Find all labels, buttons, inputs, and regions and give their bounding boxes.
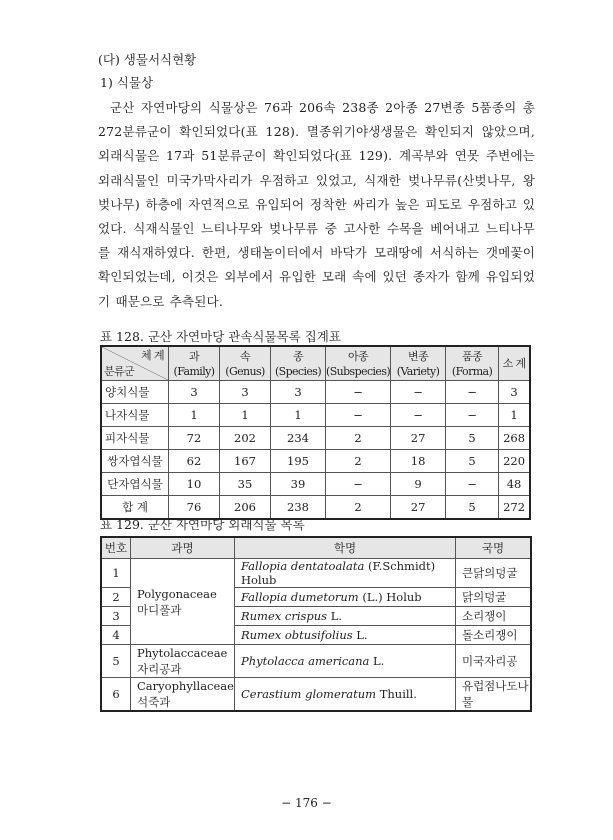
taxon-group-label: 단자엽식물 <box>101 473 169 496</box>
count-cell: 10 <box>169 473 220 496</box>
count-cell: − <box>326 381 391 404</box>
section-heading: (다) 생물서식현황 <box>98 52 197 67</box>
body-paragraph: 군산 자연마당의 식물상은 76과 206속 238종 2아종 27변종 5품종의 총 272분류군이 확인되었다(표 128). 멸종위기야생생물은 확인되지 않았으며, 외래식물은 17과 51분류군이 확인되었다(표 129). 계곡부와 연못 주변에는 외래식물인 미국가막사리가 우점하고 있었고, 식재한 벚나무류(산벚나무, 왕벚나무) 하층에 자연적으로 유입되어 정착한 싸리가 높은 피도로 우점하고 있었다. 식재식물인 느티나무와 벚나무류 중 고사한 수목을 베어내고 느티나무를 재식재하였다. 한편, 생태놀이터에서 바닥가 모래땅에 서식하는 갯메꽃이 확인되었는데, 이것은 외부에서 유입한 모래 속에 있던 종자가 함께 유입되었기 때문으로 추측된다. <box>98 100 535 309</box>
count-cell: − <box>391 404 446 427</box>
table-128 <box>100 345 531 520</box>
page-number: − 176 − <box>281 796 332 810</box>
table-row <box>101 427 530 450</box>
korean-name: 돌소리쟁이 <box>455 626 531 645</box>
scientific-name: Fallopia dumetorum (L.) Holub <box>234 588 455 607</box>
table-row <box>101 381 530 404</box>
korean-name: 유럽점나도나물 <box>455 678 531 712</box>
table-129-caption: 표 129. 군산 자연마당 외래식물 목록 <box>100 517 305 532</box>
count-cell: 2 <box>326 496 391 520</box>
count-cell: 206 <box>220 496 271 520</box>
count-cell: 39 <box>271 473 326 496</box>
count-cell: 2 <box>326 450 391 473</box>
header-number: 번호 <box>101 537 131 559</box>
table-129 <box>100 536 532 712</box>
family-cell: Polygonaceae 마디풀과 <box>131 559 235 645</box>
count-cell: 272 <box>499 496 530 520</box>
table-header-row <box>101 537 531 559</box>
count-cell: 5 <box>446 427 499 450</box>
count-cell: 3 <box>499 381 530 404</box>
taxon-group-label: 나자식물 <box>101 404 169 427</box>
header-forma: 품종 (Forma) <box>446 346 499 381</box>
count-cell: 62 <box>169 450 220 473</box>
table-row <box>101 559 531 588</box>
corner-cell <box>101 346 169 381</box>
table-header-row <box>101 346 530 381</box>
header-scientific-name: 학명 <box>234 537 455 559</box>
corner-bottom-label: 분류군 <box>104 365 135 378</box>
count-cell: 5 <box>446 496 499 520</box>
count-cell: 167 <box>220 450 271 473</box>
row-number: 3 <box>101 607 131 626</box>
row-number: 6 <box>101 678 131 712</box>
count-cell: − <box>326 404 391 427</box>
table-128-caption: 표 128. 군산 자연마당 관속식물목록 집계표 <box>100 329 341 344</box>
row-number: 1 <box>101 559 131 588</box>
count-cell: 35 <box>220 473 271 496</box>
count-cell: 1 <box>499 404 530 427</box>
count-cell: 76 <box>169 496 220 520</box>
corner-top-label: 체 계 <box>141 349 164 362</box>
count-cell: 18 <box>391 450 446 473</box>
count-cell: 220 <box>499 450 530 473</box>
taxon-group-label: 피자식물 <box>101 427 169 450</box>
count-cell: 3 <box>271 381 326 404</box>
count-cell: − <box>446 381 499 404</box>
count-cell: 48 <box>499 473 530 496</box>
header-family: 과명 <box>131 537 235 559</box>
count-cell: 195 <box>271 450 326 473</box>
count-cell: 27 <box>391 496 446 520</box>
row-number: 2 <box>101 588 131 607</box>
header-family: 과 (Family) <box>169 346 220 381</box>
scientific-name: Fallopia dentatoalata (F.Schmidt) Holub <box>234 559 455 588</box>
table-row <box>101 645 531 678</box>
korean-name: 미국자리공 <box>455 645 531 678</box>
scientific-name: Rumex crispus L. <box>234 607 455 626</box>
count-cell: 3 <box>220 381 271 404</box>
count-cell: − <box>446 404 499 427</box>
header-subspecies: 아종 (Subspecies) <box>326 346 391 381</box>
header-variety: 변종 (Variety) <box>391 346 446 381</box>
count-cell: 268 <box>499 427 530 450</box>
scientific-name: Cerastium glomeratum Thuill. <box>234 678 455 712</box>
scientific-name: Rumex obtusifolius L. <box>234 626 455 645</box>
count-cell: − <box>391 381 446 404</box>
header-subtotal: 소 계 <box>499 346 530 381</box>
korean-name: 큰닭의덩굴 <box>455 559 531 588</box>
count-cell: 9 <box>391 473 446 496</box>
korean-name: 소리쟁이 <box>455 607 531 626</box>
table-row <box>101 404 530 427</box>
family-cell: Phytolaccaceae 자리공과 <box>131 645 235 678</box>
count-cell: 1 <box>271 404 326 427</box>
table-row <box>101 450 530 473</box>
count-cell: 3 <box>169 381 220 404</box>
count-cell: 5 <box>446 450 499 473</box>
count-cell: − <box>326 473 391 496</box>
table-row <box>101 678 531 712</box>
count-cell: 1 <box>220 404 271 427</box>
taxon-group-label: 양치식물 <box>101 381 169 404</box>
header-genus: 속 (Genus) <box>220 346 271 381</box>
row-number: 4 <box>101 626 131 645</box>
count-cell: 72 <box>169 427 220 450</box>
count-cell: 1 <box>169 404 220 427</box>
korean-name: 닭의덩굴 <box>455 588 531 607</box>
family-cell: Caryophyllaceae 석죽과 <box>131 678 235 712</box>
table-row <box>101 473 530 496</box>
count-cell: 2 <box>326 427 391 450</box>
header-species: 종 (Species) <box>271 346 326 381</box>
subsection-heading: 1) 식물상 <box>100 75 154 90</box>
row-number: 5 <box>101 645 131 678</box>
count-cell: 27 <box>391 427 446 450</box>
count-cell: 234 <box>271 427 326 450</box>
count-cell: − <box>446 473 499 496</box>
count-cell: 238 <box>271 496 326 520</box>
taxon-group-label: 합 계 <box>101 496 169 520</box>
taxon-group-label: 쌍자엽식물 <box>101 450 169 473</box>
scientific-name: Phytolacca americana L. <box>234 645 455 678</box>
header-korean-name: 국명 <box>455 537 531 559</box>
count-cell: 202 <box>220 427 271 450</box>
